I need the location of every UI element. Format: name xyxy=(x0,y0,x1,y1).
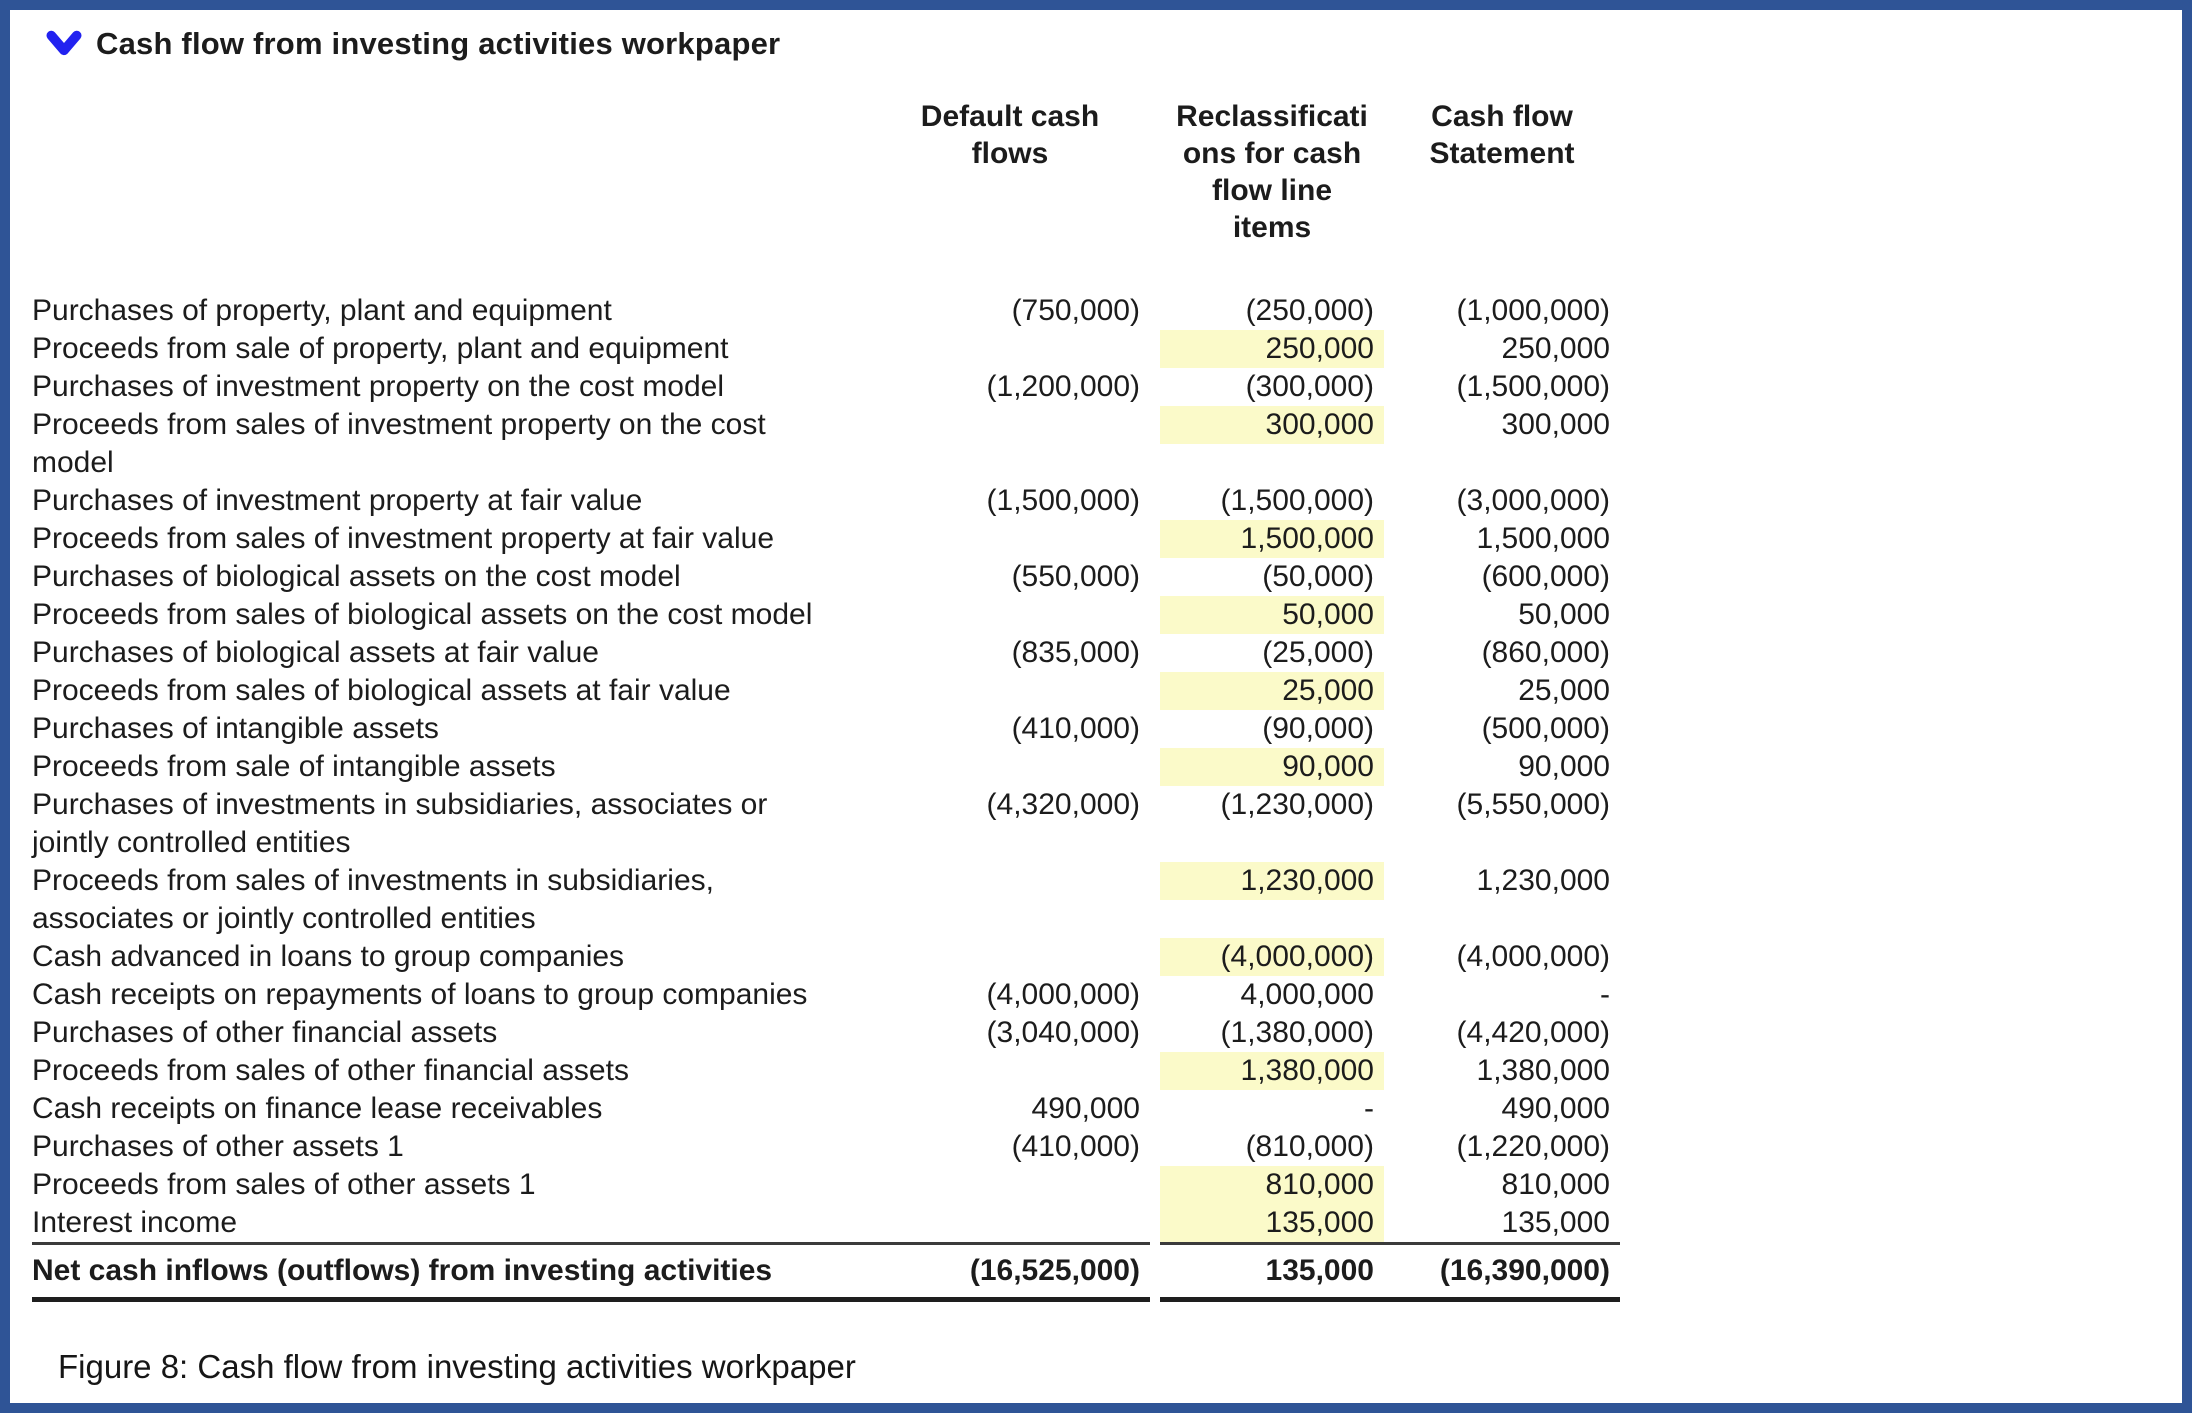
reclassifications-cell: 135,000 xyxy=(1160,1204,1384,1244)
table-row xyxy=(32,976,1620,1014)
reclassifications-cell: (250,000) xyxy=(1245,294,1374,327)
column-gap xyxy=(1150,976,1160,1014)
header-row xyxy=(32,98,1620,292)
row-label: Proceeds from sales of investment property at fair value xyxy=(32,522,775,555)
reclassifications-cell: 1,230,000 xyxy=(1160,862,1384,938)
table-row xyxy=(32,710,1620,748)
column-gap xyxy=(1150,558,1160,596)
default-cash-flows-cell xyxy=(870,1204,1150,1244)
column-gap xyxy=(1150,520,1160,558)
total-cash-flow-statement: (16,390,000) xyxy=(1384,1244,1620,1300)
cash-flow-statement-cell: 490,000 xyxy=(1501,1092,1610,1125)
table-row xyxy=(32,406,1620,482)
table-row xyxy=(32,862,1620,938)
default-cash-flows-cell: (4,320,000) xyxy=(986,788,1140,821)
section-header xyxy=(46,26,2182,62)
table-row xyxy=(32,938,1620,976)
table-row xyxy=(32,482,1620,520)
default-cash-flows-cell: (410,000) xyxy=(1011,712,1140,745)
default-cash-flows-cell: (410,000) xyxy=(1011,1130,1140,1163)
default-cash-flows-cell xyxy=(870,748,1150,786)
default-cash-flows-cell xyxy=(870,938,1150,976)
row-label: Purchases of property, plant and equipment xyxy=(32,294,612,327)
column-gap xyxy=(1150,98,1160,292)
reclassifications-cell: (25,000) xyxy=(1262,636,1374,669)
cash-flow-statement-cell: 250,000 xyxy=(1501,332,1610,365)
column-gap xyxy=(1150,292,1160,330)
cash-flow-statement-header: Cash flow Statement xyxy=(1429,100,1575,170)
table-row xyxy=(32,1204,1620,1244)
reclassifications-cell: 1,500,000 xyxy=(1160,520,1384,558)
reclassifications-cell: 50,000 xyxy=(1160,596,1384,634)
cash-flow-statement-cell: (600,000) xyxy=(1481,560,1610,593)
row-label: Purchases of investment property at fair value xyxy=(32,484,643,517)
default-cash-flows-cell: (550,000) xyxy=(1011,560,1140,593)
label-column-header xyxy=(32,98,870,292)
cash-flow-statement-cell: 1,230,000 xyxy=(1476,864,1610,897)
table-row xyxy=(32,1014,1620,1052)
row-label: Purchases of other assets 1 xyxy=(32,1130,404,1163)
column-gap xyxy=(1150,482,1160,520)
reclassifications-cell: 250,000 xyxy=(1160,330,1384,368)
table-row xyxy=(32,1052,1620,1090)
column-gap xyxy=(1150,368,1160,406)
cash-flow-statement-cell: (1,500,000) xyxy=(1456,370,1610,403)
table-row xyxy=(32,330,1620,368)
reclassifications-cell: (1,380,000) xyxy=(1220,1016,1374,1049)
default-cash-flows-cell xyxy=(870,672,1150,710)
table-row xyxy=(32,1090,1620,1128)
column-gap xyxy=(1150,1166,1160,1204)
column-gap xyxy=(1150,710,1160,748)
total-reclassifications: 135,000 xyxy=(1160,1244,1384,1300)
default-cash-flows-cell xyxy=(870,1166,1150,1204)
default-cash-flows-cell: 490,000 xyxy=(1031,1092,1140,1125)
cash-flow-statement-cell: (500,000) xyxy=(1481,712,1610,745)
cash-flow-statement-cell: (1,220,000) xyxy=(1456,1130,1610,1163)
default-cash-flows-cell: (835,000) xyxy=(1011,636,1140,669)
column-gap xyxy=(1150,862,1160,938)
cash-flow-statement-cell: (5,550,000) xyxy=(1456,788,1610,821)
cash-flow-statement-cell: 90,000 xyxy=(1518,750,1610,783)
row-label: Cash receipts on finance lease receivables xyxy=(32,1092,603,1125)
row-label: Proceeds from sales of investment property on the cost model xyxy=(32,408,766,479)
default-cash-flows-cell: (3,040,000) xyxy=(986,1016,1140,1049)
workpaper-table xyxy=(32,98,1620,1302)
column-gap xyxy=(1150,938,1160,976)
table-row xyxy=(32,634,1620,672)
section-title: Cash flow from investing activities workpaper xyxy=(96,26,781,61)
cash-flow-statement-cell: - xyxy=(1600,978,1610,1011)
row-label: Purchases of investments in subsidiaries, associates or jointly controlled entities xyxy=(32,788,768,859)
row-label: Purchases of biological assets on the cost model xyxy=(32,560,681,593)
row-label: Proceeds from sales of other financial assets xyxy=(32,1054,629,1087)
reclassifications-header: Reclassifications for cash flow line items xyxy=(1176,100,1368,244)
default-cash-flows-cell xyxy=(870,862,1150,938)
total-row xyxy=(32,1244,1620,1300)
default-cash-flows-cell xyxy=(870,1052,1150,1090)
reclassifications-cell: 810,000 xyxy=(1160,1166,1384,1204)
row-label: Cash advanced in loans to group companies xyxy=(32,940,625,973)
default-cash-flows-cell xyxy=(870,330,1150,368)
table-row xyxy=(32,558,1620,596)
row-label: Purchases of intangible assets xyxy=(32,712,439,745)
cash-flow-statement-cell: 1,380,000 xyxy=(1476,1054,1610,1087)
reclassifications-cell: 1,380,000 xyxy=(1160,1052,1384,1090)
reclassifications-cell: (4,000,000) xyxy=(1160,938,1384,976)
column-gap xyxy=(1150,406,1160,482)
workpaper-content xyxy=(10,10,2182,1386)
column-gap xyxy=(1150,1052,1160,1090)
column-gap xyxy=(1150,1014,1160,1052)
cash-flow-statement-cell: (3,000,000) xyxy=(1456,484,1610,517)
table-row xyxy=(32,1166,1620,1204)
cash-flow-statement-cell: 50,000 xyxy=(1518,598,1610,631)
default-cash-flows-header: Default cash flows xyxy=(920,100,1100,170)
total-default-cash-flows: (16,525,000) xyxy=(870,1244,1150,1300)
reclassifications-cell: 25,000 xyxy=(1160,672,1384,710)
table-row xyxy=(32,520,1620,558)
row-label: Purchases of biological assets at fair value xyxy=(32,636,599,669)
reclassifications-cell: (1,230,000) xyxy=(1220,788,1374,821)
row-label: Purchases of other financial assets xyxy=(32,1016,498,1049)
reclassifications-cell: (300,000) xyxy=(1245,370,1374,403)
reclassifications-cell: 4,000,000 xyxy=(1240,978,1374,1011)
row-label: Proceeds from sales of biological assets at fair value xyxy=(32,674,731,707)
column-gap xyxy=(1150,596,1160,634)
reclassifications-cell: 300,000 xyxy=(1160,406,1384,482)
reclassifications-cell: (810,000) xyxy=(1245,1130,1374,1163)
cash-flow-statement-cell: 135,000 xyxy=(1501,1206,1610,1239)
cash-flow-statement-cell: 1,500,000 xyxy=(1476,522,1610,555)
cash-flow-statement-cell: 25,000 xyxy=(1518,674,1610,707)
column-gap xyxy=(1150,1204,1160,1244)
table-row xyxy=(32,748,1620,786)
row-label: Proceeds from sale of property, plant and equipment xyxy=(32,332,729,365)
default-cash-flows-cell xyxy=(870,520,1150,558)
row-label: Purchases of investment property on the cost model xyxy=(32,370,725,403)
chevron-down-icon[interactable] xyxy=(46,30,82,58)
column-gap xyxy=(1150,1090,1160,1128)
table-row xyxy=(32,292,1620,330)
default-cash-flows-cell: (4,000,000) xyxy=(986,978,1140,1011)
default-cash-flows-cell: (1,500,000) xyxy=(986,484,1140,517)
row-label: Cash receipts on repayments of loans to group companies xyxy=(32,978,808,1011)
reclassifications-cell: - xyxy=(1364,1092,1374,1125)
column-gap xyxy=(1150,330,1160,368)
row-label: Interest income xyxy=(32,1206,238,1239)
default-cash-flows-cell: (1,200,000) xyxy=(986,370,1140,403)
reclassifications-cell: (1,500,000) xyxy=(1220,484,1374,517)
column-gap xyxy=(1150,634,1160,672)
table-row xyxy=(32,596,1620,634)
column-gap xyxy=(1150,1244,1160,1300)
reclassifications-cell: (90,000) xyxy=(1262,712,1374,745)
column-gap xyxy=(1150,786,1160,862)
cash-flow-statement-cell: (860,000) xyxy=(1481,636,1610,669)
default-cash-flows-cell xyxy=(870,406,1150,482)
table-row xyxy=(32,368,1620,406)
row-label: Proceeds from sale of intangible assets xyxy=(32,750,556,783)
figure-caption: Figure 8: Cash flow from investing activities workpaper xyxy=(58,1348,856,1385)
total-label: Net cash inflows (outflows) from investing activities xyxy=(32,1244,870,1300)
row-label: Proceeds from sales of biological assets on the cost model xyxy=(32,598,813,631)
table-row xyxy=(32,786,1620,862)
column-gap xyxy=(1150,672,1160,710)
default-cash-flows-cell xyxy=(870,596,1150,634)
column-gap xyxy=(1150,748,1160,786)
cash-flow-statement-cell: 300,000 xyxy=(1501,408,1610,441)
reclassifications-cell: (50,000) xyxy=(1262,560,1374,593)
table-row xyxy=(32,1128,1620,1166)
cash-flow-statement-cell: (4,420,000) xyxy=(1456,1016,1610,1049)
column-gap xyxy=(1150,1128,1160,1166)
cash-flow-statement-cell: 810,000 xyxy=(1501,1168,1610,1201)
row-label: Proceeds from sales of other assets 1 xyxy=(32,1168,536,1201)
default-cash-flows-cell: (750,000) xyxy=(1011,294,1140,327)
cash-flow-statement-cell: (1,000,000) xyxy=(1456,294,1610,327)
row-label: Proceeds from sales of investments in subsidiaries, associates or jointly controlled entities xyxy=(32,864,714,935)
reclassifications-cell: 90,000 xyxy=(1160,748,1384,786)
table-row xyxy=(32,672,1620,710)
cash-flow-statement-cell: (4,000,000) xyxy=(1456,940,1610,973)
